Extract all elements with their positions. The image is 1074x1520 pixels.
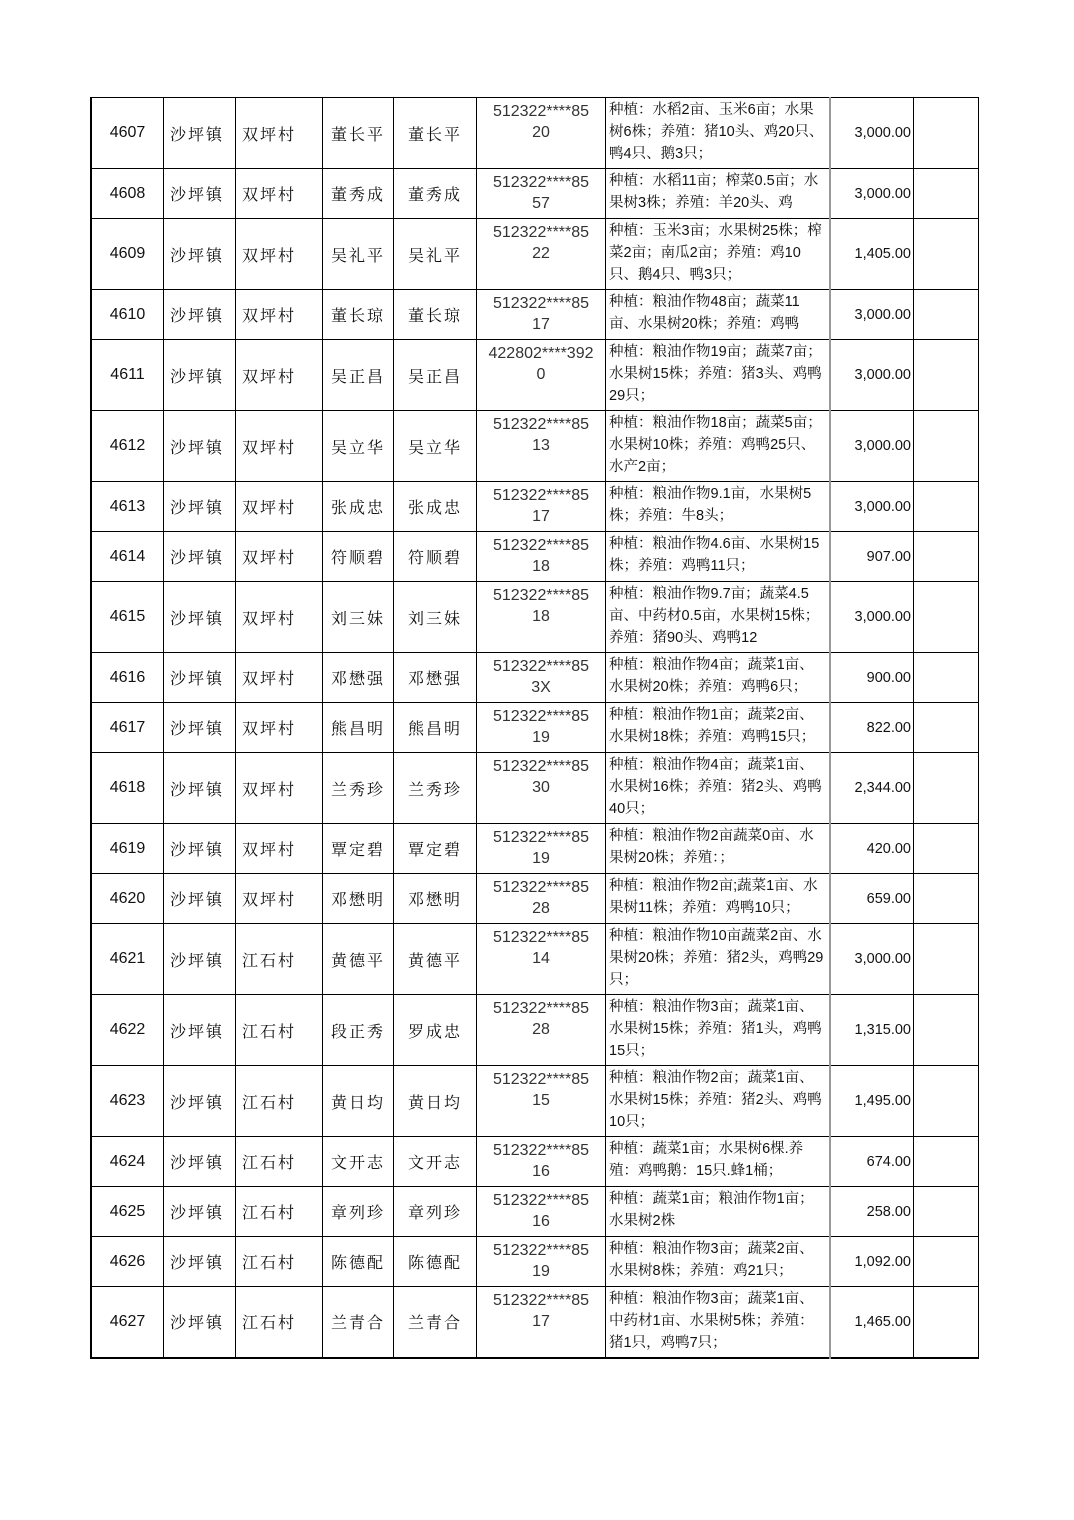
household-name-cell: 吴正昌 — [323, 340, 394, 411]
id-number-line-1: 512322****85 — [492, 224, 590, 241]
id-number-line-2: 17 — [532, 508, 550, 525]
production-description-cell — [606, 1287, 831, 1358]
household-name-cell: 兰秀珍 — [323, 753, 394, 824]
row-number: 4627 — [91, 1287, 164, 1358]
village-cell: 双坪村 — [236, 753, 323, 824]
amount-cell: 907.00 — [830, 532, 914, 582]
village-cell: 双坪村 — [236, 874, 323, 924]
id-number-cell — [477, 482, 606, 532]
production-description-cell — [606, 532, 831, 582]
payee-name-cell: 邓懋强 — [394, 653, 477, 703]
amount-cell: 822.00 — [830, 703, 914, 753]
payee-name-cell: 董长琼 — [394, 290, 477, 340]
id-number-line-2: 16 — [532, 1163, 550, 1180]
amount-cell: 1,405.00 — [830, 219, 914, 290]
remarks-cell — [914, 874, 979, 924]
amount-cell: 3,000.00 — [830, 98, 914, 169]
amount-cell: 3,000.00 — [830, 924, 914, 995]
village-cell: 双坪村 — [236, 340, 323, 411]
table-row — [91, 169, 979, 219]
household-name-cell: 兰青合 — [323, 1287, 394, 1358]
id-number-line-1: 512322****85 — [492, 658, 590, 675]
village-cell: 双坪村 — [236, 582, 323, 653]
village-cell: 江石村 — [236, 995, 323, 1066]
id-number-line-2: 14 — [532, 950, 550, 967]
production-description-text: 种植：粮油作物10亩蔬菜2亩、水果树20株；养殖：猪2头，鸡鸭29只； — [609, 928, 824, 988]
payee-name-cell: 符顺碧 — [394, 532, 477, 582]
id-number-line-1: 512322****85 — [492, 829, 590, 846]
table-row — [91, 582, 979, 653]
id-number-line-2: 57 — [532, 195, 550, 212]
village-cell: 江石村 — [236, 924, 323, 995]
village-cell: 双坪村 — [236, 532, 323, 582]
id-number-cell — [477, 340, 606, 411]
row-number: 4607 — [91, 98, 164, 169]
town-cell: 沙坪镇 — [164, 1066, 236, 1137]
id-number-line-1: 512322****85 — [492, 487, 590, 504]
row-number: 4616 — [91, 653, 164, 703]
table-row — [91, 411, 979, 482]
production-description-text: 种植：粮油作物1亩；蔬菜2亩、水果树18株；养殖：鸡鸭15只； — [609, 707, 816, 745]
id-number-line-2: 19 — [532, 850, 550, 867]
payee-name-cell: 覃定碧 — [394, 824, 477, 874]
amount-cell: 3,000.00 — [830, 582, 914, 653]
row-number: 4608 — [91, 169, 164, 219]
payee-name-cell: 文开志 — [394, 1137, 477, 1187]
village-cell: 江石村 — [236, 1237, 323, 1287]
remarks-cell — [914, 411, 979, 482]
production-description-cell — [606, 753, 831, 824]
amount-cell: 3,000.00 — [830, 482, 914, 532]
id-number-line-1: 512322****85 — [492, 1000, 590, 1017]
table-row — [91, 653, 979, 703]
id-number-line-2: 15 — [532, 1092, 550, 1109]
table-row — [91, 482, 979, 532]
payee-name-cell: 黄日均 — [394, 1066, 477, 1137]
village-cell: 双坪村 — [236, 169, 323, 219]
remarks-cell — [914, 582, 979, 653]
town-cell: 沙坪镇 — [164, 482, 236, 532]
production-description-cell — [606, 703, 831, 753]
row-number: 4625 — [91, 1187, 164, 1237]
row-number: 4624 — [91, 1137, 164, 1187]
village-cell: 双坪村 — [236, 482, 323, 532]
amount-cell: 674.00 — [830, 1137, 914, 1187]
production-description-text: 种植：粮油作物2亩；蔬菜1亩、水果树15株；养殖：猪2头、鸡鸭10只； — [609, 1070, 822, 1130]
production-description-cell — [606, 1187, 831, 1237]
id-number-line-1: 512322****85 — [492, 416, 590, 433]
id-number-line-1: 512322****85 — [492, 1192, 590, 1209]
subsidy-table — [90, 97, 979, 1359]
id-number-cell — [477, 1187, 606, 1237]
id-number-line-1: 512322****85 — [492, 1142, 590, 1159]
production-description-cell — [606, 1066, 831, 1137]
id-number-line-1: 512322****85 — [492, 174, 590, 191]
production-description-text: 种植：粮油作物48亩；蔬菜11亩、水果树20株；养殖：鸡鸭 — [609, 294, 800, 332]
household-name-cell: 吴立华 — [323, 411, 394, 482]
village-cell: 双坪村 — [236, 411, 323, 482]
remarks-cell — [914, 1237, 979, 1287]
payee-name-cell: 张成忠 — [394, 482, 477, 532]
row-number: 4614 — [91, 532, 164, 582]
town-cell: 沙坪镇 — [164, 924, 236, 995]
amount-cell: 3,000.00 — [830, 169, 914, 219]
household-name-cell: 邓懋明 — [323, 874, 394, 924]
amount-cell: 900.00 — [830, 653, 914, 703]
production-description-cell — [606, 874, 831, 924]
town-cell: 沙坪镇 — [164, 411, 236, 482]
remarks-cell — [914, 1187, 979, 1237]
table-row — [91, 924, 979, 995]
remarks-cell — [914, 1066, 979, 1137]
remarks-cell — [914, 703, 979, 753]
payee-name-cell: 罗成忠 — [394, 995, 477, 1066]
town-cell: 沙坪镇 — [164, 995, 236, 1066]
payee-name-cell: 邓懋明 — [394, 874, 477, 924]
payee-name-cell: 董长平 — [394, 98, 477, 169]
table-row — [91, 219, 979, 290]
amount-cell: 2,344.00 — [830, 753, 914, 824]
id-number-line-1: 512322****85 — [492, 708, 590, 725]
town-cell: 沙坪镇 — [164, 824, 236, 874]
town-cell: 沙坪镇 — [164, 98, 236, 169]
village-cell: 双坪村 — [236, 98, 323, 169]
production-description-text: 种植：水稻2亩、玉米6亩；水果树6株；养殖：猪10头、鸡20只、鸭4只、鹅3只； — [609, 102, 824, 162]
amount-cell: 420.00 — [830, 824, 914, 874]
id-number-cell — [477, 653, 606, 703]
id-number-line-2: 17 — [532, 316, 550, 333]
id-number-line-2: 28 — [532, 1021, 550, 1038]
table-row — [91, 1187, 979, 1237]
id-number-line-2: 18 — [532, 608, 550, 625]
row-number: 4622 — [91, 995, 164, 1066]
id-number-line-2: 30 — [532, 779, 550, 796]
id-number-cell — [477, 1237, 606, 1287]
household-name-cell: 符顺碧 — [323, 532, 394, 582]
id-number-line-2: 3X — [531, 679, 551, 696]
production-description-cell — [606, 1237, 831, 1287]
id-number-line-2: 19 — [532, 1263, 550, 1280]
town-cell: 沙坪镇 — [164, 582, 236, 653]
amount-cell: 1,092.00 — [830, 1237, 914, 1287]
household-name-cell: 邓懋强 — [323, 653, 394, 703]
production-description-cell — [606, 219, 831, 290]
household-name-cell: 董秀成 — [323, 169, 394, 219]
town-cell: 沙坪镇 — [164, 1287, 236, 1358]
id-number-line-2: 13 — [532, 437, 550, 454]
id-number-cell — [477, 219, 606, 290]
household-name-cell: 董长平 — [323, 98, 394, 169]
id-number-line-1: 512322****85 — [492, 929, 590, 946]
id-number-cell — [477, 411, 606, 482]
village-cell: 江石村 — [236, 1066, 323, 1137]
table-row — [91, 340, 979, 411]
table-row — [91, 995, 979, 1066]
row-number: 4611 — [91, 340, 164, 411]
row-number: 4613 — [91, 482, 164, 532]
id-number-line-2: 20 — [532, 124, 550, 141]
production-description-text: 种植：粮油作物9.1亩，水果树5株；养殖：牛8头； — [609, 486, 812, 524]
household-name-cell: 章列珍 — [323, 1187, 394, 1237]
id-number-line-1: 512322****85 — [492, 1292, 590, 1309]
row-number: 4617 — [91, 703, 164, 753]
id-number-line-1: 512322****85 — [492, 103, 590, 120]
household-name-cell: 熊昌明 — [323, 703, 394, 753]
village-cell: 双坪村 — [236, 703, 323, 753]
town-cell: 沙坪镇 — [164, 219, 236, 290]
payee-name-cell: 熊昌明 — [394, 703, 477, 753]
remarks-cell — [914, 924, 979, 995]
production-description-cell — [606, 290, 831, 340]
id-number-cell — [477, 98, 606, 169]
id-number-line-1: 512322****85 — [492, 587, 590, 604]
payee-name-cell: 刘三妹 — [394, 582, 477, 653]
remarks-cell — [914, 653, 979, 703]
production-description-cell — [606, 169, 831, 219]
remarks-cell — [914, 219, 979, 290]
household-name-cell: 覃定碧 — [323, 824, 394, 874]
village-cell: 江石村 — [236, 1187, 323, 1237]
production-description-text: 种植：粮油作物2亩蔬菜0亩、水果树20株；养殖：； — [609, 828, 814, 866]
table-row — [91, 290, 979, 340]
id-number-line-1: 512322****85 — [492, 1071, 590, 1088]
id-number-line-2: 0 — [536, 366, 546, 383]
production-description-text: 种植：粮油作物4.6亩、水果树15株；养殖：鸡鸭11只； — [609, 536, 820, 574]
payee-name-cell: 吴正昌 — [394, 340, 477, 411]
id-number-line-2: 19 — [532, 729, 550, 746]
row-number: 4626 — [91, 1237, 164, 1287]
id-number-line-1: 422802****392 — [488, 345, 594, 362]
remarks-cell — [914, 995, 979, 1066]
town-cell: 沙坪镇 — [164, 532, 236, 582]
production-description-cell — [606, 482, 831, 532]
production-description-text: 种植：粮油作物18亩；蔬菜5亩；水果树10株；养殖：鸡鸭25只、水产2亩； — [609, 415, 822, 475]
table-row — [91, 1237, 979, 1287]
row-number: 4621 — [91, 924, 164, 995]
remarks-cell — [914, 340, 979, 411]
remarks-cell — [914, 290, 979, 340]
household-name-cell: 张成忠 — [323, 482, 394, 532]
production-description-text: 种植：玉米3亩；水果树25株；榨菜2亩；南瓜2亩；养殖：鸡10只、鹅4只、鸭3只； — [609, 223, 822, 283]
production-description-text: 种植：粮油作物19亩；蔬菜7亩；水果树15株；养殖：猪3头、鸡鸭29只； — [609, 344, 822, 404]
payee-name-cell: 董秀成 — [394, 169, 477, 219]
row-number: 4620 — [91, 874, 164, 924]
village-cell: 双坪村 — [236, 824, 323, 874]
production-description-cell — [606, 924, 831, 995]
remarks-cell — [914, 824, 979, 874]
production-description-text: 种植：粮油作物9.7亩；蔬菜4.5亩、中药材0.5亩，水果树15株；养殖：猪90头、鸡鸭12 — [609, 586, 820, 646]
id-number-cell — [477, 703, 606, 753]
id-number-cell — [477, 874, 606, 924]
payee-name-cell: 兰秀珍 — [394, 753, 477, 824]
production-description-cell — [606, 995, 831, 1066]
production-description-cell — [606, 824, 831, 874]
household-name-cell: 黄德平 — [323, 924, 394, 995]
row-number: 4609 — [91, 219, 164, 290]
production-description-cell — [606, 653, 831, 703]
row-number: 4610 — [91, 290, 164, 340]
amount-cell: 3,000.00 — [830, 340, 914, 411]
remarks-cell — [914, 1137, 979, 1187]
id-number-cell — [477, 924, 606, 995]
id-number-line-1: 512322****85 — [492, 295, 590, 312]
town-cell: 沙坪镇 — [164, 753, 236, 824]
town-cell: 沙坪镇 — [164, 874, 236, 924]
town-cell: 沙坪镇 — [164, 703, 236, 753]
production-description-text: 种植：粮油作物3亩；蔬菜2亩、水果树8株；养殖：鸡21只； — [609, 1241, 814, 1279]
table-body — [91, 98, 979, 1358]
village-cell: 双坪村 — [236, 290, 323, 340]
table-row — [91, 1287, 979, 1358]
amount-cell: 3,000.00 — [830, 290, 914, 340]
amount-cell: 258.00 — [830, 1187, 914, 1237]
production-description-text: 种植：水稻11亩；榨菜0.5亩；水果树3株；养殖：羊20头、鸡 — [609, 173, 819, 211]
remarks-cell — [914, 169, 979, 219]
payee-name-cell: 黄德平 — [394, 924, 477, 995]
id-number-cell — [477, 290, 606, 340]
table-row — [91, 874, 979, 924]
id-number-line-1: 512322****85 — [492, 879, 590, 896]
row-number: 4618 — [91, 753, 164, 824]
payee-name-cell: 兰青合 — [394, 1287, 477, 1358]
amount-cell: 1,315.00 — [830, 995, 914, 1066]
id-number-line-2: 16 — [532, 1213, 550, 1230]
household-name-cell: 文开志 — [323, 1137, 394, 1187]
id-number-line-2: 17 — [532, 1313, 550, 1330]
town-cell: 沙坪镇 — [164, 340, 236, 411]
id-number-cell — [477, 995, 606, 1066]
production-description-text: 种植：蔬菜1亩；水果树6棵.养殖：鸡鸭鹅：15只.蜂1桶； — [609, 1141, 804, 1179]
amount-cell: 1,465.00 — [830, 1287, 914, 1358]
payee-name-cell: 章列珍 — [394, 1187, 477, 1237]
amount-cell: 659.00 — [830, 874, 914, 924]
amount-cell: 1,495.00 — [830, 1066, 914, 1137]
table-row — [91, 98, 979, 169]
table-row — [91, 703, 979, 753]
row-number: 4615 — [91, 582, 164, 653]
town-cell: 沙坪镇 — [164, 1137, 236, 1187]
production-description-cell — [606, 411, 831, 482]
remarks-cell — [914, 98, 979, 169]
production-description-text: 种植：粮油作物3亩；蔬菜1亩、水果树15株；养殖：猪1头，鸡鸭15只； — [609, 999, 822, 1059]
remarks-cell — [914, 532, 979, 582]
village-cell: 双坪村 — [236, 219, 323, 290]
id-number-line-1: 512322****85 — [492, 1242, 590, 1259]
table-row — [91, 1137, 979, 1187]
production-description-cell — [606, 582, 831, 653]
id-number-cell — [477, 1137, 606, 1187]
table-row — [91, 824, 979, 874]
table-row — [91, 532, 979, 582]
household-name-cell: 黄日均 — [323, 1066, 394, 1137]
id-number-line-2: 22 — [532, 245, 550, 262]
id-number-line-2: 18 — [532, 558, 550, 575]
payee-name-cell: 吴礼平 — [394, 219, 477, 290]
town-cell: 沙坪镇 — [164, 653, 236, 703]
town-cell: 沙坪镇 — [164, 1237, 236, 1287]
production-description-cell — [606, 1137, 831, 1187]
town-cell: 沙坪镇 — [164, 1187, 236, 1237]
village-cell: 江石村 — [236, 1137, 323, 1187]
household-name-cell: 董长琼 — [323, 290, 394, 340]
id-number-cell — [477, 1066, 606, 1137]
village-cell: 江石村 — [236, 1287, 323, 1358]
id-number-cell — [477, 582, 606, 653]
id-number-cell — [477, 1287, 606, 1358]
remarks-cell — [914, 482, 979, 532]
production-description-text: 种植：粮油作物4亩；蔬菜1亩、水果树20株；养殖：鸡鸭6只； — [609, 657, 814, 695]
production-description-text: 种植：粮油作物2亩;蔬菜1亩、水果树11株；养殖：鸡鸭10只； — [609, 878, 818, 916]
production-description-text: 种植：粮油作物3亩；蔬菜1亩、中药材1亩、水果树5株；养殖：猪1只，鸡鸭7只； — [609, 1291, 814, 1351]
household-name-cell: 陈德配 — [323, 1237, 394, 1287]
production-description-text: 种植：粮油作物4亩；蔬菜1亩、水果树16株；养殖：猪2头、鸡鸭40只； — [609, 757, 822, 817]
village-cell: 双坪村 — [236, 653, 323, 703]
table-row — [91, 1066, 979, 1137]
remarks-cell — [914, 753, 979, 824]
amount-cell: 3,000.00 — [830, 411, 914, 482]
remarks-cell — [914, 1287, 979, 1358]
id-number-line-1: 512322****85 — [492, 537, 590, 554]
production-description-cell — [606, 340, 831, 411]
town-cell: 沙坪镇 — [164, 169, 236, 219]
id-number-cell — [477, 824, 606, 874]
row-number: 4619 — [91, 824, 164, 874]
household-name-cell: 刘三妹 — [323, 582, 394, 653]
row-number: 4623 — [91, 1066, 164, 1137]
id-number-line-1: 512322****85 — [492, 758, 590, 775]
town-cell: 沙坪镇 — [164, 290, 236, 340]
production-description-cell — [606, 98, 831, 169]
id-number-cell — [477, 532, 606, 582]
household-name-cell: 段正秀 — [323, 995, 394, 1066]
id-number-cell — [477, 753, 606, 824]
production-description-text: 种植：蔬菜1亩；粮油作物1亩；水果树2株 — [609, 1191, 814, 1229]
payee-name-cell: 吴立华 — [394, 411, 477, 482]
id-number-cell — [477, 169, 606, 219]
row-number: 4612 — [91, 411, 164, 482]
id-number-line-2: 28 — [532, 900, 550, 917]
household-name-cell: 吴礼平 — [323, 219, 394, 290]
payee-name-cell: 陈德配 — [394, 1237, 477, 1287]
table-row — [91, 753, 979, 824]
